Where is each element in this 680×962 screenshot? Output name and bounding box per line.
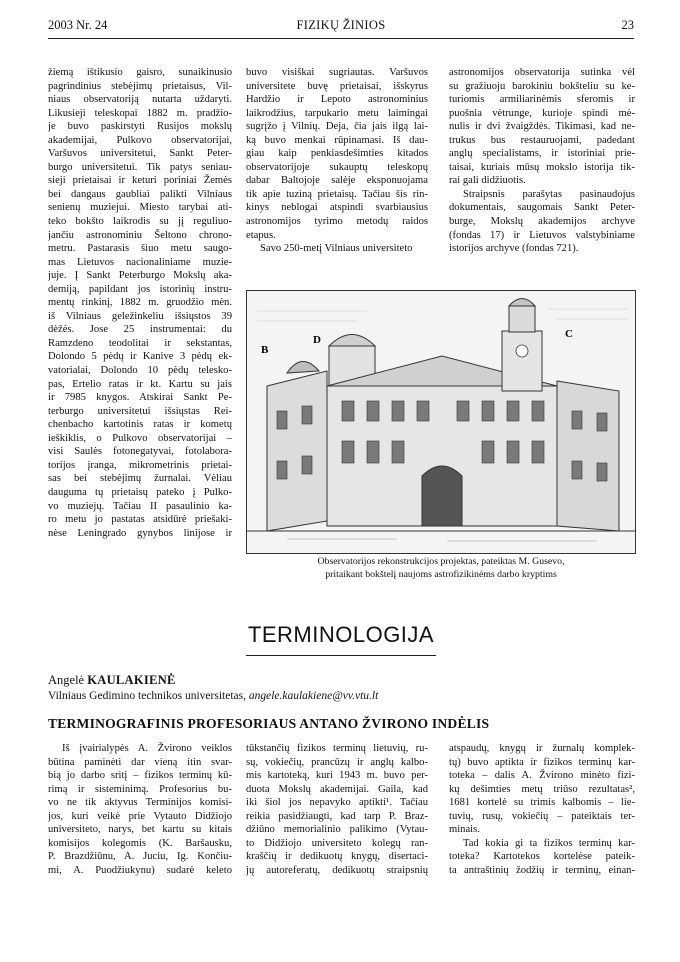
text-line: ta antraštinių žodžių ir terminų, einan- xyxy=(449,864,635,876)
text-line: rimą ir sisteminimą. Profesorius bu- xyxy=(48,783,232,795)
top-column-3 xyxy=(449,66,635,256)
text-line: mentų rinkinį, 1882 m. gruodžio mėn. xyxy=(48,297,232,309)
observatory-drawing xyxy=(246,290,636,554)
bottom-column-1 xyxy=(48,742,232,877)
text-line: observatorijoje sukauptų teleskopų xyxy=(246,161,428,173)
caption-line-1: Observatorijos rekonstrukcijos projektas, pateiktas M. Gusevo, xyxy=(317,556,565,567)
text-line: anglų specialistams, ir istoriniai prie- xyxy=(449,148,635,160)
text-line: sas bei stebėjimų žurnalai. Vėliau xyxy=(48,473,232,485)
author-line xyxy=(48,673,176,688)
text-line: būtina paminėti dar vieną itin svar- xyxy=(48,756,232,768)
text-line: vo muziejų. Tačiau II pasaulinio ka- xyxy=(48,500,232,512)
text-line: sieji prietaisai ir keturi poriniai Žemės xyxy=(48,175,232,187)
text-line: Iš įvairialypės A. Žvirono veiklos xyxy=(62,743,232,754)
text-line: pagrindinius stebėjimų prietaisus, Vil- xyxy=(48,80,232,92)
text-line: niaus observatoriją nutarta uždaryti. xyxy=(48,94,232,106)
text-line: (fondas 17) ir Lietuvos valstybiniame xyxy=(449,229,635,241)
bottom-column-3 xyxy=(449,742,635,877)
text-line: ką buvo menkai rūpinamasi. Iš dau- xyxy=(246,134,428,146)
text-line: toteka? Kartotekos kortelėse pateik- xyxy=(449,851,635,863)
text-line: tūkstančių fizikos terminų lietuvių, ru- xyxy=(246,743,428,754)
text-line: buvo visiškai sugriautas. Varšuvos xyxy=(246,67,428,78)
text-line: duota Mokslų akademijai. Gaila, kad xyxy=(246,783,428,795)
text-line: rai gali didžiuotis. xyxy=(449,175,526,187)
text-line: P. Brazdžiūnu, A. Juciu, Ig. Končiu- xyxy=(48,851,232,863)
text-line: burgo universitetui. Tik patys seniau- xyxy=(48,161,232,173)
text-line: jančiu astronominiu Šeltono chrono- xyxy=(48,229,232,241)
figure-label-c: C xyxy=(565,328,573,340)
text-line: ir 7985 knygos. Atskirai Sankt Pe- xyxy=(48,392,232,404)
text-line: Hardžio ir Lepoto astronominius xyxy=(246,94,428,106)
text-line: iš Vilniaus geležinkeliu išsiųstos 39 xyxy=(48,310,232,322)
observatory-figure xyxy=(246,290,636,596)
text-line: taisai, kuriais mūsų mokslo istorija tik- xyxy=(449,161,635,173)
text-line: universitete buvę prietaisai, išskyrus xyxy=(246,80,428,92)
text-line: laikrodžius, tarpukario metu laimingai xyxy=(246,107,428,119)
text-line: žiemą ištikusio gaisro, sunaikinusio xyxy=(48,67,232,78)
text-line: terburgo universitetui išsiųstas Rei- xyxy=(48,405,232,417)
text-line: bei dangaus gaubliai palikti Vilniaus xyxy=(48,188,232,200)
text-line: puošnia vėtrunge, kurioje spindi mė- xyxy=(449,107,635,119)
text-line: kų dešimties metų triūso rezultatas², xyxy=(449,783,635,795)
text-line: kraščių ir dedikuotų knygų, disertaci- xyxy=(246,851,428,863)
running-header xyxy=(48,18,634,36)
text-line: 1681 kortelė su trimis kalbomis – lie- xyxy=(449,797,635,809)
text-line: Varšuvos universitetui, Sankt Peter- xyxy=(48,148,232,160)
text-line: komisijos kolegomis (K. Baršausku, xyxy=(48,837,232,849)
text-line: tik apie tuziną prietaisų. Tačiau šis rin- xyxy=(246,188,428,200)
text-line: nulis ir dvi žvaigždės. Tikimasi, kad ne- xyxy=(449,121,635,133)
text-line: senienų muziejui. Miesto tarybai ati- xyxy=(48,202,232,214)
text-line: metru. Pastarasis šiuo metu saugo- xyxy=(48,243,232,255)
text-line: kinys neblogai atspindi svarbiausius xyxy=(246,202,428,214)
text-line: mis kartoteką, kuri 1943 m. buvo per- xyxy=(246,770,428,782)
text-line: vo ne tik aktyvus Terminijos komisi- xyxy=(48,797,232,809)
section-title-rule xyxy=(246,655,436,656)
text-line: teko bokšto laikrodis su jį reguliuo- xyxy=(48,216,232,228)
caption-line-2: pritaikant bokštelį naujoms astrofizikinėms darbo kryptims xyxy=(325,568,557,580)
text-line: chenbacho kartotinis ratas ir kometų xyxy=(48,419,232,431)
text-line: Straipsnis parašytas pasinaudojus xyxy=(463,188,635,200)
text-line: reikia pasidžiaugti, kad tarp P. Braz- xyxy=(246,810,428,822)
text-line: toteka – dalis A. Žvirono minėto fizi- xyxy=(449,770,635,782)
affiliation-line xyxy=(48,690,378,702)
text-line: demiją, papildant jos istorinių instru- xyxy=(48,283,232,295)
text-line: jos, kuri veikė prie Vytauto Didžiojo xyxy=(48,810,232,822)
text-line: visi Saulės fotonegatyvai, fotolabora- xyxy=(48,446,232,458)
text-line: tų) buvo aptikta ir fizikos terminų kar- xyxy=(449,756,635,768)
text-line: istorijos archyve (fondas 721). xyxy=(449,243,579,255)
text-line: pas, Ertelio ratas ir kt. Kartu su jais xyxy=(48,378,232,390)
text-line: vatorialai, Dolondo 10 pėdų telesko- xyxy=(48,365,232,377)
section-title: TERMINOLOGIJA xyxy=(247,622,435,647)
text-line: mas Lietuvos nacionaliniame muzie- xyxy=(48,256,232,268)
text-line: Likusieji teleskopai 1882 m. pradžio- xyxy=(48,107,232,119)
text-line: trukus bus restauruojami, padedant xyxy=(449,134,635,146)
text-line: džiūno memorialinio palikimo (Vytau- xyxy=(246,824,428,836)
header-issue: 2003 Nr. 24 xyxy=(48,18,108,32)
text-line: burge, Mokslų akademijos archyve xyxy=(449,216,635,228)
text-line: jų autoreferatų, dedikuotų straipsnių xyxy=(246,864,428,876)
text-line: nėse Leningrado gynybos linijose ir xyxy=(48,527,232,539)
header-rule xyxy=(48,38,634,39)
text-line: turiomis armiliarinėmis sferomis ir xyxy=(449,94,635,106)
author-first-name: Angelė xyxy=(48,673,85,687)
header-journal-title: FIZIKŲ ŽINIOS xyxy=(296,18,386,32)
text-line: sų, vokiečių, prancūzų ir anglų kalbo- xyxy=(246,756,428,768)
text-line: Tad kokia gi ta fizikos terminų kar- xyxy=(463,837,635,849)
author-last-name: KAULAKIENĖ xyxy=(87,673,176,687)
text-line: to Didžiojo universiteto kolegų ran- xyxy=(246,837,428,849)
top-column-1 xyxy=(48,66,232,540)
text-line: etapus. xyxy=(246,229,276,241)
text-line: Dolondo 5 pėdų ir Kanive 3 pėdų ek- xyxy=(48,351,232,363)
header-page-number: 23 xyxy=(621,18,634,32)
text-line: mi, A. Puodžiukynu) sudarė keleto xyxy=(48,864,232,876)
text-line: giau kaip penkiasdešimties kitados xyxy=(246,148,428,160)
text-line: atspaudų, knygų ir žurnalų komplek- xyxy=(449,743,635,754)
text-line: dokumentais, saugomais Sankt Peter- xyxy=(449,202,635,214)
text-line: Savo 250-metį Vilniaus universiteto xyxy=(260,243,413,255)
article-title: TERMINOGRAFINIS PROFESORIAUS ANTANO ŽVIRONO INDĖLIS xyxy=(48,716,490,731)
affiliation: Vilniaus Gedimino technikos universitetas, xyxy=(48,690,246,702)
text-line: astronomijos observatorija sutinka vėl xyxy=(449,67,635,78)
text-line: ieškiklis, o Pulkovo observatorijai – xyxy=(48,432,232,444)
bottom-column-2 xyxy=(246,742,428,877)
text-line: tuvių, rusų, vokiečių – pateiktais ter- xyxy=(449,810,635,822)
text-line: sugrįžo į Vilnių. Deja, čia jais ilgą lai- xyxy=(246,121,428,133)
figure-caption xyxy=(246,556,636,581)
text-line: je buvo paskirstyti Rusijos mokslų xyxy=(48,121,232,133)
text-line: torijos įranga, mikrometrinis prietai- xyxy=(48,459,232,471)
figure-label-d: D xyxy=(313,334,321,346)
text-line: iki šiol jos nepavyko aptikti¹. Tačiau xyxy=(246,797,428,809)
text-line: juje. Į Sankt Peterburgo Mokslų aka- xyxy=(48,270,232,282)
text-line: bią jo darbo sritį – fizikos terminų kū- xyxy=(48,770,232,782)
text-line: akademijai, Pulkovo observatorijai, xyxy=(48,134,232,146)
text-line: dabar Baltojoje salėje eksponuojama xyxy=(246,175,428,187)
top-column-2 xyxy=(246,66,428,256)
text-line: ro metu jo pastatas atsidūrė priešaki- xyxy=(48,514,232,526)
text-line: Ramzdeno teodolitai ir sekstantas, xyxy=(48,337,232,349)
text-line: dauguma tų prietaisų pateko į Pulko- xyxy=(48,486,232,498)
text-line: astronomijos tyrimo metodų raidos xyxy=(246,216,428,228)
text-line: su gražiuoju barokiniu bokšteliu su ke- xyxy=(449,80,635,92)
text-line: universiteto, narys, bet kartu su kitais xyxy=(48,824,232,836)
author-email[interactable]: angele.kaulakiene@vv.vtu.lt xyxy=(248,690,379,702)
text-line: dėžės. Jose 25 instrumentai: du xyxy=(48,324,232,336)
figure-label-b: B xyxy=(261,344,269,356)
text-line: minais. xyxy=(449,824,480,836)
